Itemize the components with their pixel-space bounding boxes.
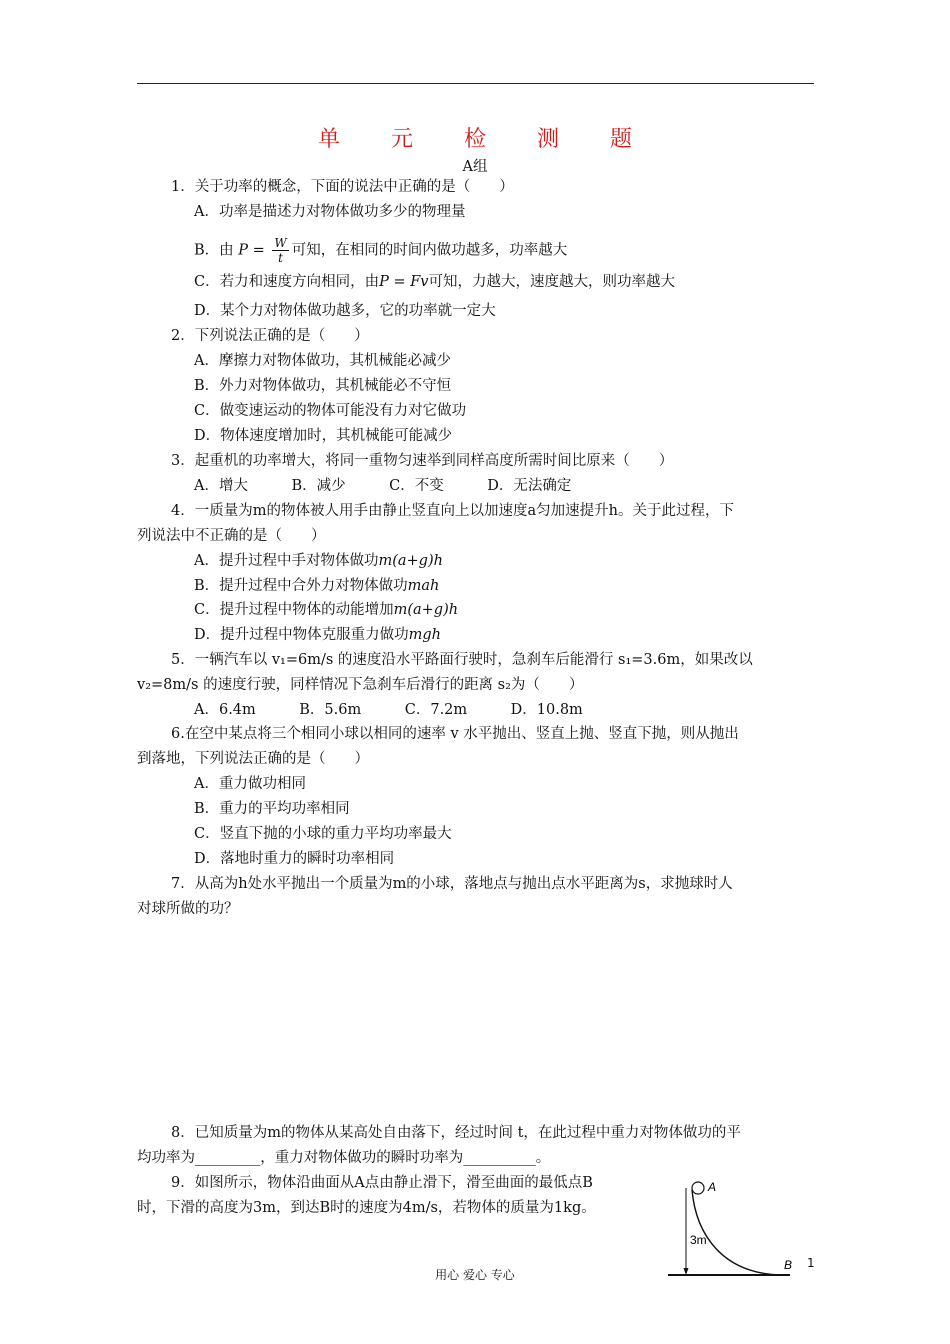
q4-option-d <box>194 625 441 645</box>
q6-option-d: D．落地时重力的瞬时功率相同 <box>194 851 395 867</box>
q9-stem-line2: 时，下滑的高度为3m，到达B时的速度为4m/s，若物体的质量为1kg。 <box>137 1200 596 1216</box>
q4-option-b <box>194 576 439 596</box>
q5-options: A．6.4m B．5.6m C．7.2m D．10.8m <box>194 702 583 718</box>
q4-option-c <box>194 600 458 620</box>
page-footer: 用心 爱心 专心 <box>435 1268 515 1282</box>
q1-c-suffix: 可知，力越大，速度越大，则功率越大 <box>428 274 675 290</box>
q1-b-power-symbol: P <box>238 242 249 259</box>
q3-options: A．增大 B．减少 C．不变 D．无法确定 <box>194 478 572 494</box>
q4-b-value: mah <box>407 578 440 594</box>
q2-stem: 2．下列说法正确的是（ ） <box>171 328 369 344</box>
q2-option-d: D．物体速度增加时，其机械能可能减少 <box>194 428 453 444</box>
q6-option-a: A．重力做功相同 <box>194 776 306 792</box>
q5-stem-line2: v₂=8m/s 的速度行驶，同样情况下急刹车后滑行的距离 s₂为（ ） <box>137 677 584 693</box>
q1-b-numerator: W <box>274 236 287 250</box>
q7-stem-line2: 对球所做的功？ <box>137 901 239 917</box>
q7-stem-line1: 7．从高为h处水平抛出一个质量为m的小球，落地点与抛出点水平距离为s，求抛球时人 <box>171 876 733 892</box>
q4-stem-line2: 列说法中不正确的是（ ） <box>137 528 326 544</box>
q1-option-c <box>194 272 675 292</box>
block-ball <box>692 1182 704 1194</box>
q4-stem-line1: 4．一质量为m的物体被人用手由静止竖直向上以加速度a匀加速提升h。关于此过程，下 <box>171 503 734 519</box>
q1-b-denominator: t <box>278 251 283 265</box>
q4-c-text: C．提升过程中物体的动能增加 <box>194 602 394 618</box>
q1-b-fraction <box>272 236 288 265</box>
q1-c-formula: P = Fv <box>379 274 429 290</box>
q6-stem-line2: 到落地，下列说法正确的是（ ） <box>137 751 369 767</box>
q6-stem-line1: 6.在空中某点将三个相同小球以相同的速率 v 水平抛出、竖直上抛、竖直下抛，则从抛出 <box>171 726 739 742</box>
q4-option-a <box>194 551 443 571</box>
q1-option-a: A．功率是描述力对物体做功多少的物理量 <box>194 204 466 220</box>
q4-d-text: D．提升过程中物体克服重力做功 <box>194 627 409 643</box>
q8-stem-line1: 8．已知质量为m的物体从某高处自由落下，经过时间 t，在此过程中重力对物体做功的平 <box>171 1125 741 1141</box>
q1-stem: 1．关于功率的概念，下面的说法中正确的是（ ） <box>171 179 514 195</box>
height-label: 3m <box>690 1233 707 1247</box>
q3-stem: 3．起重机的功率增大，将同一重物匀速举到同样高度所需时间比原来（ ） <box>171 453 674 469</box>
q6-option-b: B．重力的平均功率相同 <box>194 801 350 817</box>
point-b-label: B <box>784 1258 793 1272</box>
page-number: 1 <box>807 1256 815 1270</box>
header-rule <box>137 83 814 84</box>
q1-c-prefix: C．若力和速度方向相同，由 <box>194 274 380 290</box>
page-title: 单 元 检 测 题 <box>318 127 654 152</box>
q5-stem-line1: 5．一辆汽车以 v₁=6m/s 的速度沿水平路面行驶时，急刹车后能滑行 s₁=3.6m，如果改以 <box>171 652 753 668</box>
q1-b-prefix: B．由 <box>194 242 234 259</box>
q8-stem-line2: 均功率为_________，重力对物体做功的瞬时功率为__________。 <box>137 1150 551 1166</box>
point-a-label: A <box>708 1180 717 1194</box>
q1-option-d: D．某个力对物体做功越多，它的功率就一定大 <box>194 303 496 319</box>
q1-option-b <box>194 236 567 265</box>
q2-option-c: C．做变速运动的物体可能没有力对它做功 <box>194 403 467 419</box>
q4-a-value: m(a+g)h <box>378 553 443 569</box>
q2-option-a: A．摩擦力对物体做功，其机械能必减少 <box>194 353 451 369</box>
group-label: A组 <box>462 159 488 175</box>
q4-a-text: A．提升过程中手对物体做功 <box>194 553 379 569</box>
q1-b-equals: = <box>248 242 270 259</box>
q4-c-value: m(a+g)h <box>393 602 459 618</box>
q4-b-text: B．提升过程中合外力对物体做功 <box>194 578 408 594</box>
q1-b-suffix: 可知，在相同的时间内做功越多，功率越大 <box>291 242 568 259</box>
q9-stem-line1: 9．如图所示，物体沿曲面从A点由静止滑下，滑至曲面的最低点B <box>171 1175 593 1191</box>
q2-option-b: B．外力对物体做功，其机械能必不守恒 <box>194 378 452 394</box>
q4-d-value: mgh <box>408 627 441 643</box>
q6-option-c: C．竖直下抛的小球的重力平均功率最大 <box>194 826 452 842</box>
